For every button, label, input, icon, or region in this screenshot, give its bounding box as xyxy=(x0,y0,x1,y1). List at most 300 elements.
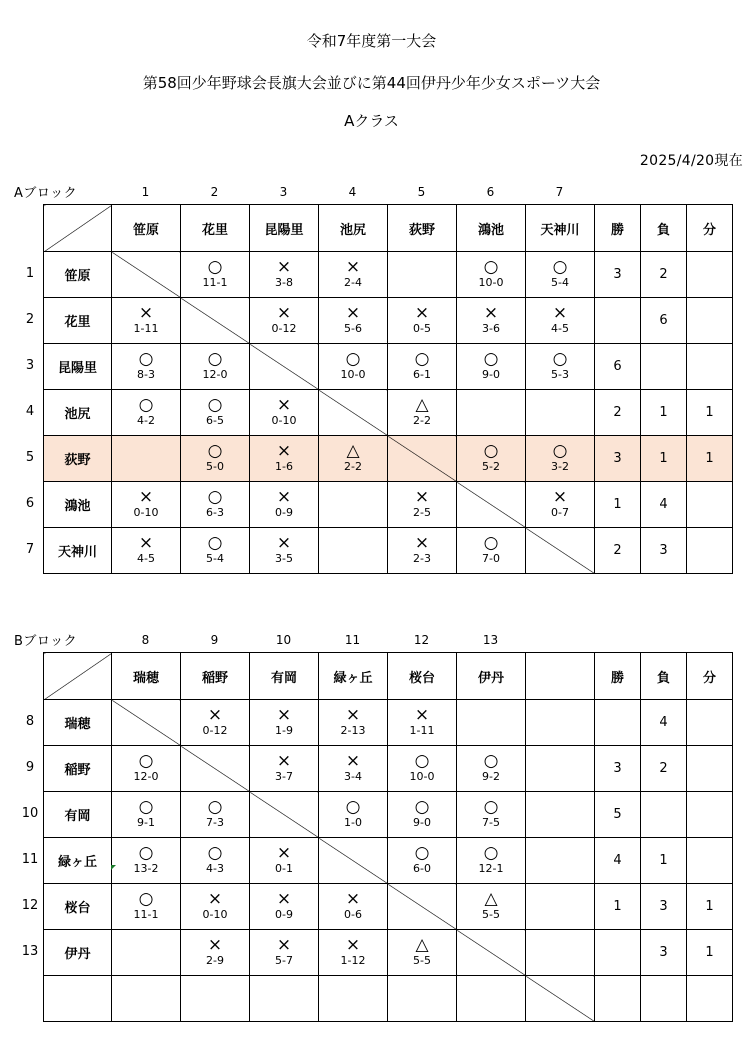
draws-cell xyxy=(687,482,733,528)
result-cell xyxy=(388,930,457,976)
row-number: 6 xyxy=(25,496,35,511)
result-mark: ○ xyxy=(207,257,223,277)
row-number: 4 xyxy=(25,404,35,419)
block-a-label: Aブロック xyxy=(14,186,78,201)
result-cell xyxy=(457,528,526,574)
team-header: 荻野 xyxy=(388,205,457,252)
class-title: Aクラス xyxy=(344,112,399,130)
team-name: 昆陽里 xyxy=(44,344,112,390)
result-cell xyxy=(319,528,388,574)
team-name: 伊丹 xyxy=(44,930,112,976)
result-cell xyxy=(319,344,388,390)
header-row xyxy=(44,653,733,700)
column-number: 3 xyxy=(279,185,288,199)
team-name: 桜台 xyxy=(44,884,112,930)
result-cell xyxy=(457,252,526,298)
wins-cell: 4 xyxy=(595,838,641,884)
losses-cell: 1 xyxy=(641,390,687,436)
result-score: 5-3 xyxy=(551,368,569,381)
result-score: 9-2 xyxy=(482,770,500,783)
result-mark: × xyxy=(276,843,292,863)
result-mark: ○ xyxy=(207,395,223,415)
result-cell xyxy=(112,976,181,1022)
table-row xyxy=(44,884,733,930)
team-header: 昆陽里 xyxy=(250,205,319,252)
losses-cell: 4 xyxy=(641,700,687,746)
team-header: 花里 xyxy=(181,205,250,252)
draws-cell xyxy=(687,976,733,1022)
draws-cell: 1 xyxy=(687,436,733,482)
result-score: 5-2 xyxy=(482,460,500,473)
losses-cell: 1 xyxy=(641,436,687,482)
result-mark: × xyxy=(276,487,292,507)
result-mark: × xyxy=(276,889,292,909)
result-cell xyxy=(388,838,457,884)
wins-cell: 3 xyxy=(595,746,641,792)
draws-cell xyxy=(687,700,733,746)
losses-cell: 2 xyxy=(641,252,687,298)
draws-cell: 1 xyxy=(687,930,733,976)
result-cell xyxy=(319,884,388,930)
result-score: 0-9 xyxy=(275,506,293,519)
result-cell xyxy=(250,746,319,792)
result-mark: × xyxy=(207,889,223,909)
table-row xyxy=(44,252,733,298)
result-score: 6-3 xyxy=(206,506,224,519)
result-cell xyxy=(319,298,388,344)
result-cell xyxy=(250,792,319,838)
result-score: 3-6 xyxy=(482,322,500,335)
result-score: 3-7 xyxy=(275,770,293,783)
result-score: 9-1 xyxy=(137,816,155,829)
result-cell xyxy=(526,344,595,390)
result-cell xyxy=(112,390,181,436)
table-row xyxy=(44,344,733,390)
result-cell xyxy=(526,528,595,574)
result-mark: × xyxy=(207,935,223,955)
result-cell xyxy=(181,976,250,1022)
row-number: 8 xyxy=(25,714,35,729)
wins-cell: 3 xyxy=(595,436,641,482)
result-score: 2-2 xyxy=(413,414,431,427)
result-cell xyxy=(181,390,250,436)
result-cell xyxy=(112,746,181,792)
result-mark: ○ xyxy=(207,349,223,369)
result-mark: × xyxy=(414,533,430,553)
team-name: 天神川 xyxy=(44,528,112,574)
result-score: 0-10 xyxy=(133,506,159,519)
team-name: 稲野 xyxy=(44,746,112,792)
event-year-title: 令和7年度第一大会 xyxy=(306,32,437,50)
stat-header: 勝 xyxy=(595,205,641,252)
result-score: 2-13 xyxy=(340,724,366,737)
draws-cell xyxy=(687,252,733,298)
result-score: 3-2 xyxy=(551,460,569,473)
result-score: 1-0 xyxy=(344,816,362,829)
result-score: 9-0 xyxy=(413,816,431,829)
result-cell xyxy=(181,930,250,976)
table-row xyxy=(44,976,733,1022)
result-score: 5-4 xyxy=(206,552,224,565)
result-score: 2-5 xyxy=(413,506,431,519)
table-row xyxy=(44,528,733,574)
result-cell xyxy=(112,792,181,838)
result-cell xyxy=(112,436,181,482)
result-cell xyxy=(181,838,250,884)
result-score: 1-12 xyxy=(340,954,366,967)
losses-cell: 3 xyxy=(641,528,687,574)
result-cell xyxy=(526,746,595,792)
result-cell xyxy=(526,792,595,838)
as-of-date: 2025/4/20現在 xyxy=(639,153,743,169)
result-cell xyxy=(181,884,250,930)
result-cell xyxy=(526,482,595,528)
result-cell xyxy=(526,976,595,1022)
result-score: 0-6 xyxy=(344,908,362,921)
result-score: 11-1 xyxy=(133,908,159,921)
result-cell xyxy=(319,252,388,298)
result-mark: ○ xyxy=(483,533,499,553)
result-score: 2-9 xyxy=(206,954,224,967)
result-cell xyxy=(181,746,250,792)
column-number: 5 xyxy=(417,185,426,199)
result-cell xyxy=(319,746,388,792)
result-mark: ○ xyxy=(138,751,154,771)
wins-cell: 1 xyxy=(595,482,641,528)
result-mark: ○ xyxy=(483,751,499,771)
team-header: 鴻池 xyxy=(457,205,526,252)
result-cell xyxy=(457,746,526,792)
draws-cell xyxy=(687,528,733,574)
team-name: 池尻 xyxy=(44,390,112,436)
result-cell xyxy=(457,298,526,344)
result-mark: ○ xyxy=(345,797,361,817)
result-cell xyxy=(181,482,250,528)
result-mark: × xyxy=(345,889,361,909)
result-cell xyxy=(181,792,250,838)
column-number: 8 xyxy=(141,633,150,647)
team-header: 瑞穂 xyxy=(112,653,181,700)
result-score: 0-7 xyxy=(551,506,569,519)
table-row xyxy=(44,482,733,528)
result-mark: × xyxy=(483,303,499,323)
result-cell xyxy=(457,930,526,976)
block-b-results-table xyxy=(43,652,733,1022)
result-cell xyxy=(388,436,457,482)
result-score: 0-10 xyxy=(202,908,228,921)
column-number: 9 xyxy=(210,633,219,647)
result-mark: ○ xyxy=(138,395,154,415)
result-mark: × xyxy=(345,303,361,323)
result-score: 5-5 xyxy=(413,954,431,967)
result-mark: × xyxy=(276,395,292,415)
wins-cell: 1 xyxy=(595,884,641,930)
result-score: 6-1 xyxy=(413,368,431,381)
team-name: 荻野 xyxy=(44,436,112,482)
block-b-label: Bブロック xyxy=(14,634,78,649)
losses-cell: 3 xyxy=(641,930,687,976)
losses-cell: 3 xyxy=(641,884,687,930)
losses-cell xyxy=(641,976,687,1022)
result-score: 3-4 xyxy=(344,770,362,783)
table-row xyxy=(44,700,733,746)
result-cell xyxy=(526,700,595,746)
draws-cell: 1 xyxy=(687,884,733,930)
result-mark: ○ xyxy=(138,843,154,863)
result-mark: ○ xyxy=(207,797,223,817)
result-cell xyxy=(319,792,388,838)
result-mark: ○ xyxy=(207,843,223,863)
result-mark: × xyxy=(276,441,292,461)
result-cell xyxy=(112,482,181,528)
result-cell xyxy=(526,390,595,436)
header-row xyxy=(44,205,733,252)
wins-cell xyxy=(595,976,641,1022)
table-row xyxy=(44,298,733,344)
row-number: 2 xyxy=(25,312,35,327)
result-mark: × xyxy=(276,303,292,323)
draws-cell xyxy=(687,344,733,390)
result-cell xyxy=(181,252,250,298)
team-name: 緑ヶ丘 xyxy=(44,838,112,884)
result-cell xyxy=(250,976,319,1022)
stat-header: 分 xyxy=(687,205,733,252)
result-cell xyxy=(250,884,319,930)
result-mark: × xyxy=(138,533,154,553)
result-cell xyxy=(388,298,457,344)
result-cell xyxy=(457,976,526,1022)
result-cell xyxy=(319,838,388,884)
column-number: 4 xyxy=(348,185,357,199)
row-number: 3 xyxy=(25,358,35,373)
result-mark: × xyxy=(138,303,154,323)
result-score: 7-5 xyxy=(482,816,500,829)
column-number: 10 xyxy=(275,633,292,647)
result-cell xyxy=(319,700,388,746)
result-cell xyxy=(250,436,319,482)
result-mark: ○ xyxy=(483,441,499,461)
result-cell xyxy=(112,884,181,930)
column-number: 12 xyxy=(413,633,430,647)
result-mark: ○ xyxy=(552,257,568,277)
team-name: 有岡 xyxy=(44,792,112,838)
result-cell xyxy=(388,792,457,838)
wins-cell: 2 xyxy=(595,528,641,574)
result-score: 8-3 xyxy=(137,368,155,381)
result-mark: × xyxy=(345,705,361,725)
result-mark: ○ xyxy=(345,349,361,369)
result-cell xyxy=(112,838,181,884)
result-score: 1-11 xyxy=(133,322,159,335)
result-score: 13-2 xyxy=(133,862,159,875)
team-header: 天神川 xyxy=(526,205,595,252)
result-cell xyxy=(388,390,457,436)
result-score: 3-5 xyxy=(275,552,293,565)
result-score: 0-1 xyxy=(275,862,293,875)
draws-cell xyxy=(687,838,733,884)
result-cell xyxy=(319,482,388,528)
losses-cell: 6 xyxy=(641,298,687,344)
result-score: 5-5 xyxy=(482,908,500,921)
result-mark: × xyxy=(552,487,568,507)
result-mark: ○ xyxy=(483,349,499,369)
result-cell xyxy=(457,838,526,884)
row-number: 11 xyxy=(21,852,39,867)
result-mark: ○ xyxy=(207,533,223,553)
column-number: 6 xyxy=(486,185,495,199)
team-header: 稲野 xyxy=(181,653,250,700)
result-cell xyxy=(112,298,181,344)
result-mark: × xyxy=(276,705,292,725)
corner-cell xyxy=(44,653,112,700)
row-number: 7 xyxy=(25,542,35,557)
result-cell xyxy=(250,700,319,746)
result-mark: × xyxy=(414,705,430,725)
result-cell xyxy=(250,528,319,574)
result-mark: × xyxy=(276,935,292,955)
column-number: 13 xyxy=(482,633,499,647)
result-cell xyxy=(181,528,250,574)
block-a-results-table xyxy=(43,204,733,574)
result-cell xyxy=(526,298,595,344)
result-mark: ○ xyxy=(483,843,499,863)
result-cell xyxy=(250,838,319,884)
result-score: 4-5 xyxy=(137,552,155,565)
result-score: 0-5 xyxy=(413,322,431,335)
result-cell xyxy=(388,976,457,1022)
stat-header: 勝 xyxy=(595,653,641,700)
result-mark: × xyxy=(345,751,361,771)
result-score: 4-3 xyxy=(206,862,224,875)
team-header: 緑ヶ丘 xyxy=(319,653,388,700)
team-name: 笹原 xyxy=(44,252,112,298)
result-score: 3-8 xyxy=(275,276,293,289)
result-cell xyxy=(181,344,250,390)
column-number: 2 xyxy=(210,185,219,199)
result-cell xyxy=(526,436,595,482)
result-mark: × xyxy=(345,257,361,277)
result-mark: ○ xyxy=(138,889,154,909)
table-row xyxy=(44,746,733,792)
team-name: 花里 xyxy=(44,298,112,344)
result-mark: × xyxy=(552,303,568,323)
wins-cell xyxy=(595,298,641,344)
result-cell xyxy=(250,390,319,436)
result-mark: ○ xyxy=(483,797,499,817)
table-row xyxy=(44,838,733,884)
result-cell xyxy=(457,792,526,838)
result-score: 11-1 xyxy=(202,276,228,289)
result-cell xyxy=(319,436,388,482)
row-number: 9 xyxy=(25,760,35,775)
row-number: 10 xyxy=(21,806,39,821)
result-mark: × xyxy=(276,533,292,553)
result-mark: △ xyxy=(346,441,360,461)
result-cell xyxy=(181,700,250,746)
result-score: 12-0 xyxy=(202,368,228,381)
result-score: 1-9 xyxy=(275,724,293,737)
draws-cell: 1 xyxy=(687,390,733,436)
result-cell xyxy=(250,930,319,976)
result-mark: ○ xyxy=(138,349,154,369)
result-mark: × xyxy=(276,257,292,277)
team-name xyxy=(44,976,112,1022)
result-cell xyxy=(112,344,181,390)
column-number: 1 xyxy=(141,185,150,199)
result-cell xyxy=(457,344,526,390)
result-cell xyxy=(526,930,595,976)
result-cell xyxy=(250,344,319,390)
result-score: 5-7 xyxy=(275,954,293,967)
result-mark: ○ xyxy=(552,349,568,369)
wins-cell: 2 xyxy=(595,390,641,436)
team-header: 笹原 xyxy=(112,205,181,252)
result-mark: △ xyxy=(484,889,498,909)
draws-cell xyxy=(687,746,733,792)
stat-header: 負 xyxy=(641,653,687,700)
result-cell xyxy=(526,884,595,930)
result-cell xyxy=(112,930,181,976)
stat-header: 負 xyxy=(641,205,687,252)
result-cell xyxy=(319,390,388,436)
wins-cell: 5 xyxy=(595,792,641,838)
result-mark: × xyxy=(207,705,223,725)
result-score: 1-11 xyxy=(409,724,435,737)
draws-cell xyxy=(687,298,733,344)
row-number: 12 xyxy=(21,898,39,913)
result-cell xyxy=(250,298,319,344)
wins-cell: 6 xyxy=(595,344,641,390)
result-cell xyxy=(388,700,457,746)
table-row xyxy=(44,792,733,838)
losses-cell xyxy=(641,792,687,838)
wins-cell: 3 xyxy=(595,252,641,298)
result-mark: × xyxy=(276,751,292,771)
table-row xyxy=(44,390,733,436)
row-number: 13 xyxy=(21,944,39,959)
column-number: 11 xyxy=(344,633,361,647)
result-mark: ○ xyxy=(483,257,499,277)
result-score: 6-0 xyxy=(413,862,431,875)
tournament-title: 第58回少年野球会長旗大会並びに第44回伊丹少年少女スポーツ大会 xyxy=(142,74,601,92)
result-mark: ○ xyxy=(207,441,223,461)
column-number: 7 xyxy=(555,185,564,199)
result-score: 4-5 xyxy=(551,322,569,335)
team-header: 有岡 xyxy=(250,653,319,700)
result-score: 5-4 xyxy=(551,276,569,289)
draws-cell xyxy=(687,792,733,838)
result-mark: × xyxy=(414,487,430,507)
team-header: 池尻 xyxy=(319,205,388,252)
result-score: 6-5 xyxy=(206,414,224,427)
result-score: 10-0 xyxy=(478,276,504,289)
result-cell xyxy=(112,700,181,746)
result-mark: × xyxy=(414,303,430,323)
result-cell xyxy=(250,482,319,528)
result-cell xyxy=(388,252,457,298)
row-number: 1 xyxy=(25,266,35,281)
result-score: 5-6 xyxy=(344,322,362,335)
result-cell xyxy=(388,344,457,390)
result-cell xyxy=(388,482,457,528)
losses-cell: 1 xyxy=(641,838,687,884)
result-cell xyxy=(457,884,526,930)
result-cell xyxy=(388,528,457,574)
result-mark: ○ xyxy=(138,797,154,817)
result-score: 7-3 xyxy=(206,816,224,829)
result-mark: ○ xyxy=(414,843,430,863)
team-name: 瑞穂 xyxy=(44,700,112,746)
